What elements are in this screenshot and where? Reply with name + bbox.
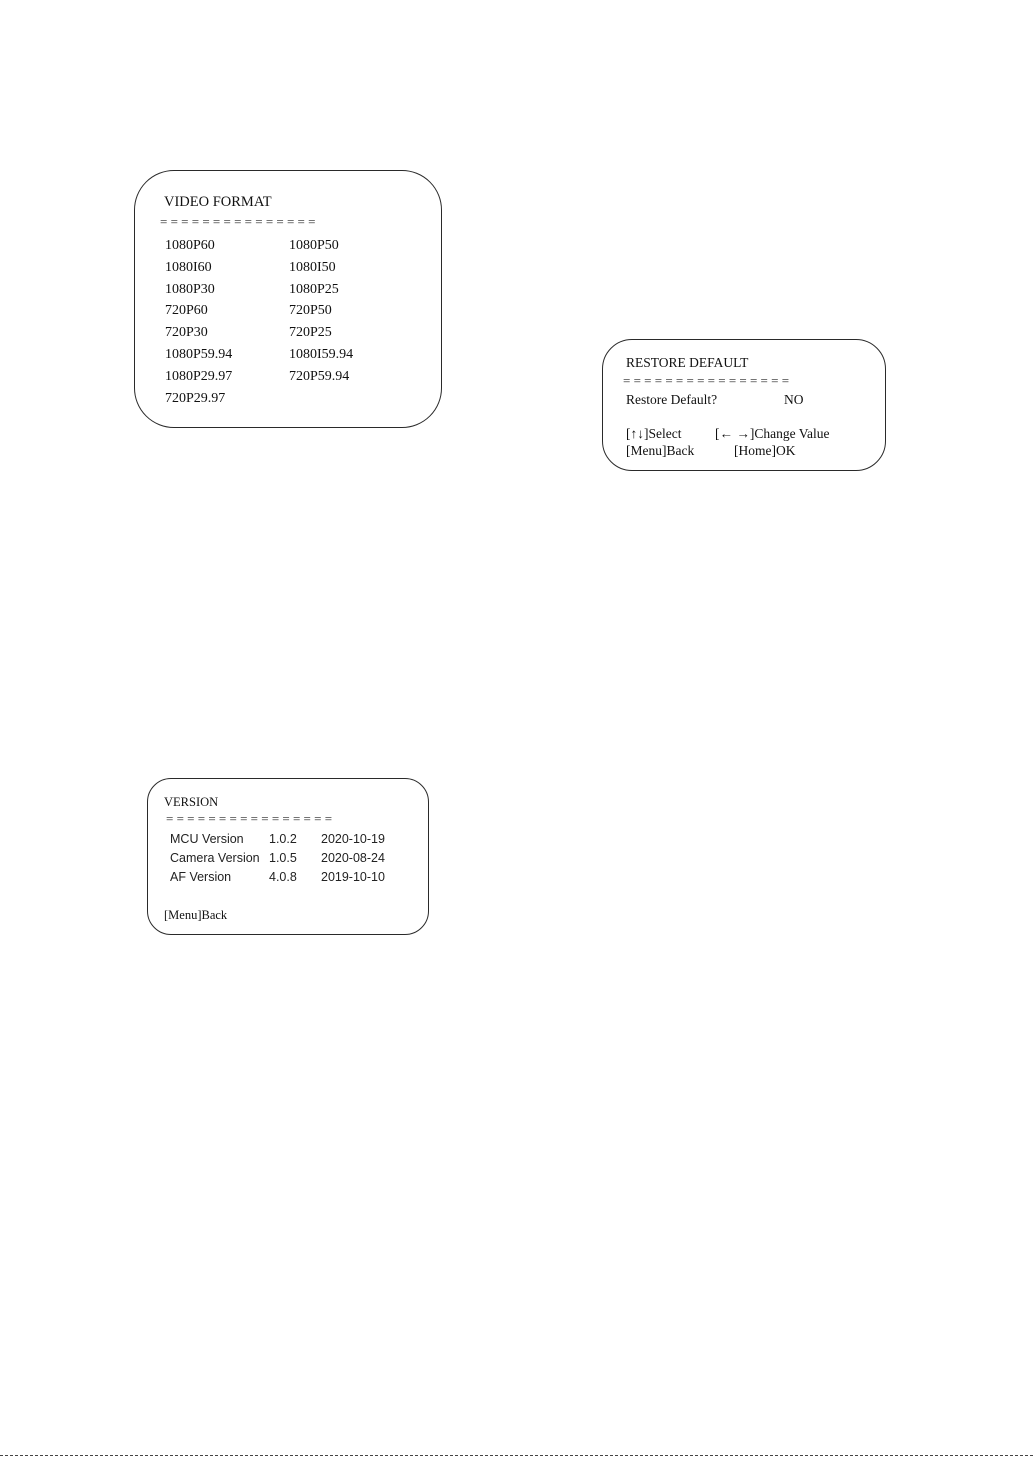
mcu-version-label: MCU Version — [170, 832, 244, 846]
camera-version-number: 1.0.5 — [269, 851, 297, 865]
af-version-date: 2019-10-10 — [321, 870, 385, 884]
camera-version-date: 2020-08-24 — [321, 851, 385, 865]
format-option[interactable]: 1080I60 — [165, 260, 212, 275]
format-option[interactable]: 720P29.97 — [165, 391, 226, 406]
format-option[interactable]: 720P30 — [165, 325, 208, 340]
version-panel — [147, 778, 429, 935]
format-option[interactable]: 1080I59.94 — [289, 347, 354, 362]
format-option[interactable]: 720P60 — [165, 303, 208, 318]
version-title: VERSION — [164, 795, 219, 809]
format-option[interactable]: 1080I50 — [289, 260, 336, 275]
format-option[interactable]: 720P25 — [289, 325, 332, 340]
format-option[interactable]: 1080P25 — [289, 282, 339, 297]
version-menu-back: [Menu]Back — [164, 908, 228, 922]
hint-home-ok: [Home]OK — [734, 443, 796, 458]
restore-default-title: RESTORE DEFAULT — [626, 355, 749, 370]
format-option[interactable]: 1080P30 — [165, 282, 215, 297]
format-option[interactable]: 720P50 — [289, 303, 332, 318]
camera-version-label: Camera Version — [170, 851, 260, 865]
format-option[interactable]: 1080P60 — [165, 238, 215, 253]
format-option[interactable]: 1080P50 — [289, 238, 339, 253]
video-format-panel — [134, 170, 442, 428]
page-bottom-divider — [0, 1455, 1033, 1456]
af-version-number: 4.0.8 — [269, 870, 297, 884]
format-option[interactable]: 1080P59.94 — [165, 347, 233, 362]
hint-change-value: [← →]Change Value — [715, 426, 830, 441]
restore-default-panel — [602, 339, 886, 471]
mcu-version-date: 2020-10-19 — [321, 832, 385, 846]
hint-menu-back: [Menu]Back — [626, 443, 695, 458]
restore-default-separator: = = = = = = = = = = = = = = = = — [623, 373, 790, 388]
video-format-title: VIDEO FORMAT — [164, 194, 272, 210]
af-version-label: AF Version — [170, 870, 232, 884]
restore-default-value[interactable]: NO — [784, 392, 804, 407]
format-option[interactable]: 720P59.94 — [289, 369, 350, 384]
mcu-version-number: 1.0.2 — [269, 832, 297, 846]
format-option[interactable]: 1080P29.97 — [165, 369, 233, 384]
video-format-separator: = = = = = = = = = = = = = = = — [160, 214, 316, 229]
hint-select: [↑↓]Select — [626, 426, 682, 441]
restore-default-question: Restore Default? — [626, 392, 718, 407]
version-separator: = = = = = = = = = = = = = = = = — [166, 811, 333, 826]
